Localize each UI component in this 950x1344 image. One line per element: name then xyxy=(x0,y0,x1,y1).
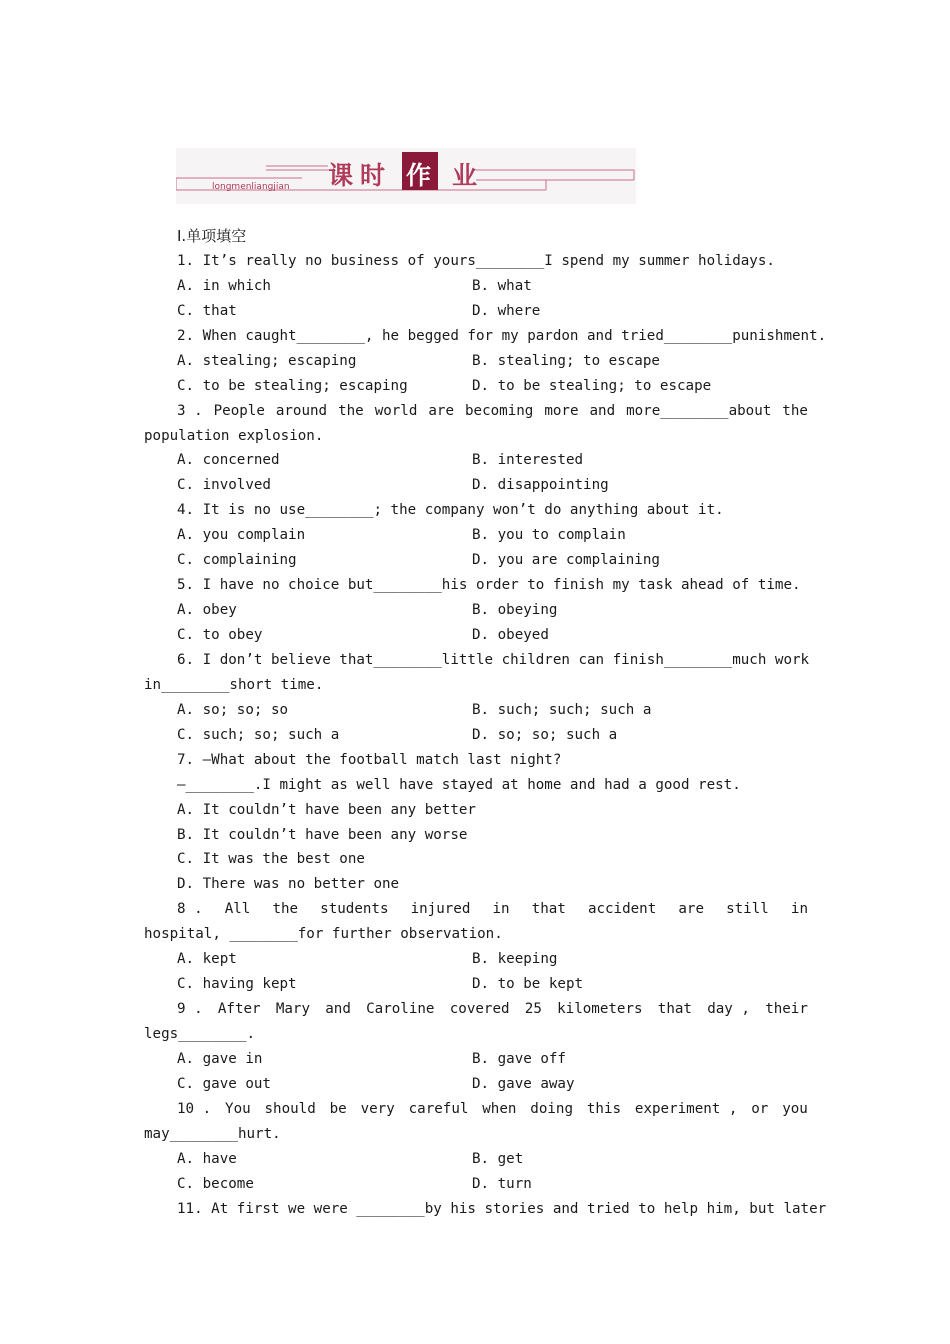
option-d: D. turn xyxy=(472,1175,532,1192)
stem-word: 25 xyxy=(524,1001,542,1018)
stem-word: around xyxy=(275,402,328,419)
option-c: C. such; so; such a xyxy=(177,726,340,743)
option-row xyxy=(144,1172,808,1197)
stem-word: world xyxy=(374,402,418,419)
option-a: A. you complain xyxy=(177,527,306,544)
banner-char-2: 时 xyxy=(360,161,386,190)
stem-word: be xyxy=(329,1100,347,1117)
option-row xyxy=(144,972,808,997)
option-c: C. that xyxy=(177,302,237,319)
stem-word: doing xyxy=(530,1100,574,1117)
stem-word: careful xyxy=(408,1100,469,1117)
stem-word: 3 . xyxy=(177,402,203,419)
stem-word: 10 . xyxy=(177,1100,212,1117)
question-stem: 11. At first we were ________by his stories and tried to help him, but later xyxy=(177,1200,827,1217)
option-a: A. It couldn’t have been any better xyxy=(177,801,476,818)
stem-word: their xyxy=(765,1001,808,1018)
stem-word: day , xyxy=(707,1001,750,1018)
option-row xyxy=(144,598,808,623)
option-c: C. having kept xyxy=(177,976,297,993)
option-c: C. It was the best one xyxy=(177,851,365,868)
option-d: D. to be kept xyxy=(472,976,584,993)
option-b: B. what xyxy=(472,277,532,294)
stem-word: and xyxy=(325,1001,351,1018)
option-b: B. gave off xyxy=(472,1050,566,1067)
question-stem-continued: legs________. xyxy=(144,1026,256,1042)
stem-word: kilometers xyxy=(557,1001,643,1018)
option-row xyxy=(144,623,808,648)
stem-word: the xyxy=(272,901,299,918)
question-stem-continued: hospital, ________for further observation. xyxy=(144,926,503,943)
option-row xyxy=(144,548,808,573)
option-c: C. to obey xyxy=(177,627,263,643)
option-row xyxy=(144,947,808,972)
option-row xyxy=(144,299,808,324)
option-a: A. in which xyxy=(177,277,271,294)
option-row xyxy=(144,473,808,498)
question-stem-reply: —________.I might as well have stayed at home and had a good rest. xyxy=(177,776,741,793)
stem-word: You xyxy=(225,1100,251,1117)
question-stem: 2. When caught________, he begged for my pardon and tried________punishment. xyxy=(177,327,827,344)
question-stem: 7. —What about the football match last night? xyxy=(177,751,562,768)
option-b: B. obeying xyxy=(472,602,558,619)
stem-word: the xyxy=(338,402,364,419)
option-b: B. you to complain xyxy=(472,527,626,544)
stem-word: this xyxy=(586,1100,622,1117)
question-stem: 4. It is no use________; the company won’t do anything about it. xyxy=(177,502,724,519)
stem-word: students xyxy=(320,901,389,918)
stem-word: in xyxy=(492,901,510,918)
option-a: A. kept xyxy=(177,951,237,968)
section-title: Ⅰ.单项填空 xyxy=(177,227,247,245)
option-c: C. become xyxy=(177,1175,254,1192)
stem-word: you xyxy=(782,1100,808,1117)
stem-word: or xyxy=(751,1100,769,1117)
stem-word: that xyxy=(531,901,566,918)
option-b: B. stealing; to escape xyxy=(472,352,660,369)
stem-word: 8 . xyxy=(177,901,203,918)
question-stem xyxy=(144,1097,808,1122)
option-b: B. keeping xyxy=(472,951,558,968)
stem-word: covered xyxy=(449,1001,510,1018)
question-stem xyxy=(144,399,808,424)
option-b: B. get xyxy=(472,1150,524,1167)
stem-word: more________about xyxy=(626,402,772,419)
option-row xyxy=(144,349,808,374)
option-row xyxy=(144,1147,808,1172)
option-d: D. obeyed xyxy=(472,627,549,643)
option-c: C. complaining xyxy=(177,552,297,569)
banner-char-4: 业 xyxy=(452,161,478,190)
option-d: D. gave away xyxy=(472,1075,575,1092)
stem-word: accident xyxy=(587,901,657,918)
option-c: C. to be stealing; escaping xyxy=(177,377,408,394)
option-row xyxy=(144,723,808,748)
question-stem: 1. It’s really no business of yours________I spend my summer holidays. xyxy=(177,252,775,269)
option-d: D. disappointing xyxy=(472,477,609,494)
stem-word: Mary xyxy=(275,1001,311,1018)
question-stem-continued: population explosion. xyxy=(144,427,324,444)
stem-word: when xyxy=(482,1100,517,1117)
option-d: D. you are complaining xyxy=(472,552,660,569)
stem-word: experiment , xyxy=(634,1100,738,1117)
banner-graphic xyxy=(176,148,636,204)
option-b: B. such; such; such a xyxy=(472,701,652,718)
option-b: B. It couldn’t have been any worse xyxy=(177,826,468,843)
banner-char-3: 作 xyxy=(406,161,432,190)
question-stem: 6. I don’t believe that________little children can finish________much work xyxy=(177,651,810,668)
stem-word: and xyxy=(589,402,616,419)
option-row xyxy=(144,274,808,299)
stem-word: in xyxy=(790,901,808,918)
stem-word: All xyxy=(224,901,251,918)
question-stem-continued: may________hurt. xyxy=(144,1125,281,1142)
option-d: D. so; so; such a xyxy=(472,726,618,743)
option-row xyxy=(144,523,808,548)
option-a: A. have xyxy=(177,1150,237,1167)
stem-word: People xyxy=(213,402,265,419)
stem-word: 9 . xyxy=(177,1001,203,1018)
question-stem: 5. I have no choice but________his order to finish my task ahead of time. xyxy=(177,577,801,594)
stem-word: the xyxy=(782,402,808,419)
question-stem-continued: in________short time. xyxy=(144,676,324,693)
option-row xyxy=(144,698,808,723)
option-c: C. gave out xyxy=(177,1075,271,1092)
stem-word: very xyxy=(360,1100,395,1117)
option-d: D. There was no better one xyxy=(177,876,400,893)
stem-word: that xyxy=(657,1001,692,1018)
option-row xyxy=(144,448,808,473)
option-b: B. interested xyxy=(472,452,584,469)
option-a: A. so; so; so xyxy=(177,701,289,718)
stem-word: more xyxy=(544,402,579,419)
banner-subtitle: longmenliangjian xyxy=(212,182,290,192)
option-a: A. gave in xyxy=(177,1050,263,1067)
lesson-banner xyxy=(176,148,636,204)
option-d: D. where xyxy=(472,302,541,319)
stem-word: injured xyxy=(410,901,471,918)
stem-word: becoming xyxy=(465,402,534,419)
stem-word: still xyxy=(726,901,769,918)
stem-word: are xyxy=(678,901,704,918)
stem-word: After xyxy=(217,1001,261,1018)
stem-word: are xyxy=(428,402,455,419)
option-row xyxy=(144,374,808,399)
option-a: A. stealing; escaping xyxy=(177,352,357,369)
question-stem xyxy=(144,997,808,1022)
stem-word: Caroline xyxy=(366,1001,435,1018)
banner-char-1: 课 xyxy=(328,161,354,190)
exercise-content xyxy=(144,224,827,1222)
option-d: D. to be stealing; to escape xyxy=(472,377,712,394)
option-c: C. involved xyxy=(177,477,271,494)
option-a: A. obey xyxy=(177,602,237,619)
stem-word: should xyxy=(264,1100,316,1117)
option-row xyxy=(144,1072,808,1097)
option-row xyxy=(144,1047,808,1072)
question-stem xyxy=(144,897,808,922)
option-a: A. concerned xyxy=(177,452,280,469)
